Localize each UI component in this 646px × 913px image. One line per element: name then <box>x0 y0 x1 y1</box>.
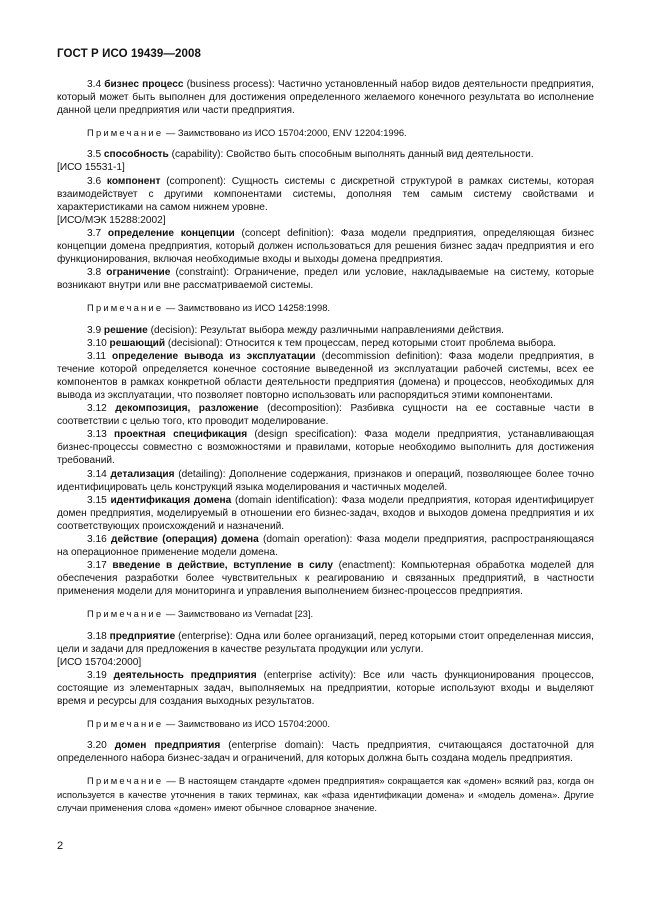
reference: [ИСО/МЭК 15288:2002] <box>57 214 166 226</box>
entry-3-15: 3.15 идентификация домена (domain identification): Фаза модели предприятия, которая идентифицирует домен предприятия, моделируемый в отношении его бизнес-задач, входов и выходов домена предприятия и их соответствующих происхождений и назначений. <box>57 494 594 532</box>
reference: [ИСО 15704:2000] <box>57 656 142 668</box>
reference: [ИСО 15531-1] <box>57 162 125 174</box>
term: декомпозиция, разложение <box>115 403 259 415</box>
term: действие (операция) домена <box>111 534 259 545</box>
entry-3-17: 3.17 введение в действие, вступление в силу (enactment): Компьютерная обработка моделей для обеспечения разработки более чувствительных к реагированию и связанных предприятий, в частности применения модели для мониторинга и управления выполнением бизнес-процессов предприятия. <box>57 560 594 598</box>
term: детализация <box>110 468 175 480</box>
term: определение концепции <box>107 227 235 239</box>
note: Примечание — В настоящем стандарте «домен предприятия» сокращается как «домен» всякий раз, когда он используется в качестве уточнения в таких терминах, как «фаза идентификации домена» и «модель домена». Другие случаи применения слова «домен» имеют обычное словарное значение. <box>57 775 594 813</box>
term: домен предприятия <box>114 740 221 752</box>
entry-3-18: 3.18 предприятие (enterprise): Одна или более организаций, перед которыми стоит определенная миссия, цели и задачи для предложения в качестве результата продукции или услуги. <box>57 630 594 655</box>
entry-3-13: 3.13 проектная спецификация (design specification): Фаза модели предприятия, устанавливающая бизнес-процессы совместно с возможностями и правилами, которые необходимо выполнить для достижения требований. <box>57 429 594 467</box>
entry-3-11: 3.11 определение вывода из эксплуатации (decommission definition): Фаза модели предприятия, в течение которой определяется конечное состояние выведенной из эксплуатации рабочей системы, всех ее компонентов в рамках конкретной области деятельности предприятия (домена) и процессов, необходимых для вывода из эксплуатации, что позволяет повторно использовать или распорядиться этими компонентами. <box>57 350 594 401</box>
entry-3-8: 3.8 ограничение (constraint): Ограничение, предел или условие, накладываемые на систему, которые возникают внутри или вне рассматриваемой системы. <box>57 267 594 292</box>
term: способность <box>103 149 169 161</box>
page-body <box>57 78 594 823</box>
entry-3-12: 3.12 декомпозиция, разложение (decomposition): Разбивка сущности на ее составные части в соответствии с целью того, кто проводит моделирование. <box>57 403 594 428</box>
entry-3-7: 3.7 определение концепции (concept definition): Фаза модели предприятия, определяющая бизнес концепции домена предприятия, который должен использоваться для решения бизнес задач предприятия и его функционирования, включая необходимые входы и выходы домена предприятия. <box>57 227 594 266</box>
entry-3-19: 3.19 деятельность предприятия (enterprise activity): Все или часть функционирования процессов, состоящие из элементарных задач, выполняемых на предприятии, которые используют входы и выделяют время и ресурсы для создания выходных результатов. <box>57 669 594 708</box>
entry-3-5: 3.5 способность (capability): Свойство быть способным выполнять данный вид деятельности. <box>87 149 534 161</box>
document-header: ГОСТ Р ИСО 19439—2008 <box>57 48 202 60</box>
term: ограничение <box>106 267 171 279</box>
entry-3-10: 3.10 решающий (decisional): Относится к тем процессам, перед которыми стоит проблема выбора. <box>87 337 557 349</box>
term: идентификация домена <box>110 494 232 506</box>
note: Примечание — Заимствовано из Vernadat [23]. <box>87 608 314 620</box>
term: введение в действие, вступление в силу <box>112 560 333 572</box>
entry-3-16: 3.16 действие (операция) домена (domain operation): Фаза модели предприятия, распространяющаяся на операционное применение модели домена. <box>57 534 594 559</box>
term: решение <box>103 324 148 336</box>
term: определение вывода из эксплуатации <box>112 350 316 362</box>
term: проектная спецификация <box>114 429 248 441</box>
term: предприятие <box>109 630 176 642</box>
page-number: 2 <box>57 840 64 852</box>
note: Примечание — Заимствовано из ИСО 15704:2000. <box>87 718 331 730</box>
entry-3-14: 3.14 детализация (detailing): Дополнение содержания, признаков и операций, позволяющее более точно идентифицировать цель конструкций языка моделирования и частичных моделей. <box>57 468 594 493</box>
term: бизнес процесс <box>104 79 184 90</box>
term: решающий <box>109 337 166 349</box>
note: Примечание — Заимствовано из ИСО 15704:2000, ENV 12204:1996. <box>87 127 407 139</box>
term: деятельность предприятия <box>113 669 257 681</box>
note: Примечание — Заимствовано из ИСО 14258:1998. <box>87 302 331 314</box>
term: компонент <box>106 175 161 187</box>
entry-3-6: 3.6 компонент (component): Сущность системы с дискретной структурой в рамках системы, которая взаимодействует с другими компонентами системы, дополняя тем самым систему свойствами и характеристиками на самом нижнем уровне. <box>57 175 594 213</box>
entry-3-20: 3.20 домен предприятия (enterprise domain): Часть предприятия, считающаяся достаточной для определенного набора бизнес-задач и ограничений, для которых должна быть создана модель предприятия. <box>57 740 594 765</box>
entry-3-9: 3.9 решение (decision): Результат выбора между различными направлениями действия. <box>87 324 505 336</box>
entry-3-4: 3.4 бизнес процесс (business process): Частично установленный набор видов деятельности предприятия, который может быть выполнен для достижения определенного желаемого конечного результата во исполнение данной цели предприятия или части предприятия. <box>57 79 594 117</box>
